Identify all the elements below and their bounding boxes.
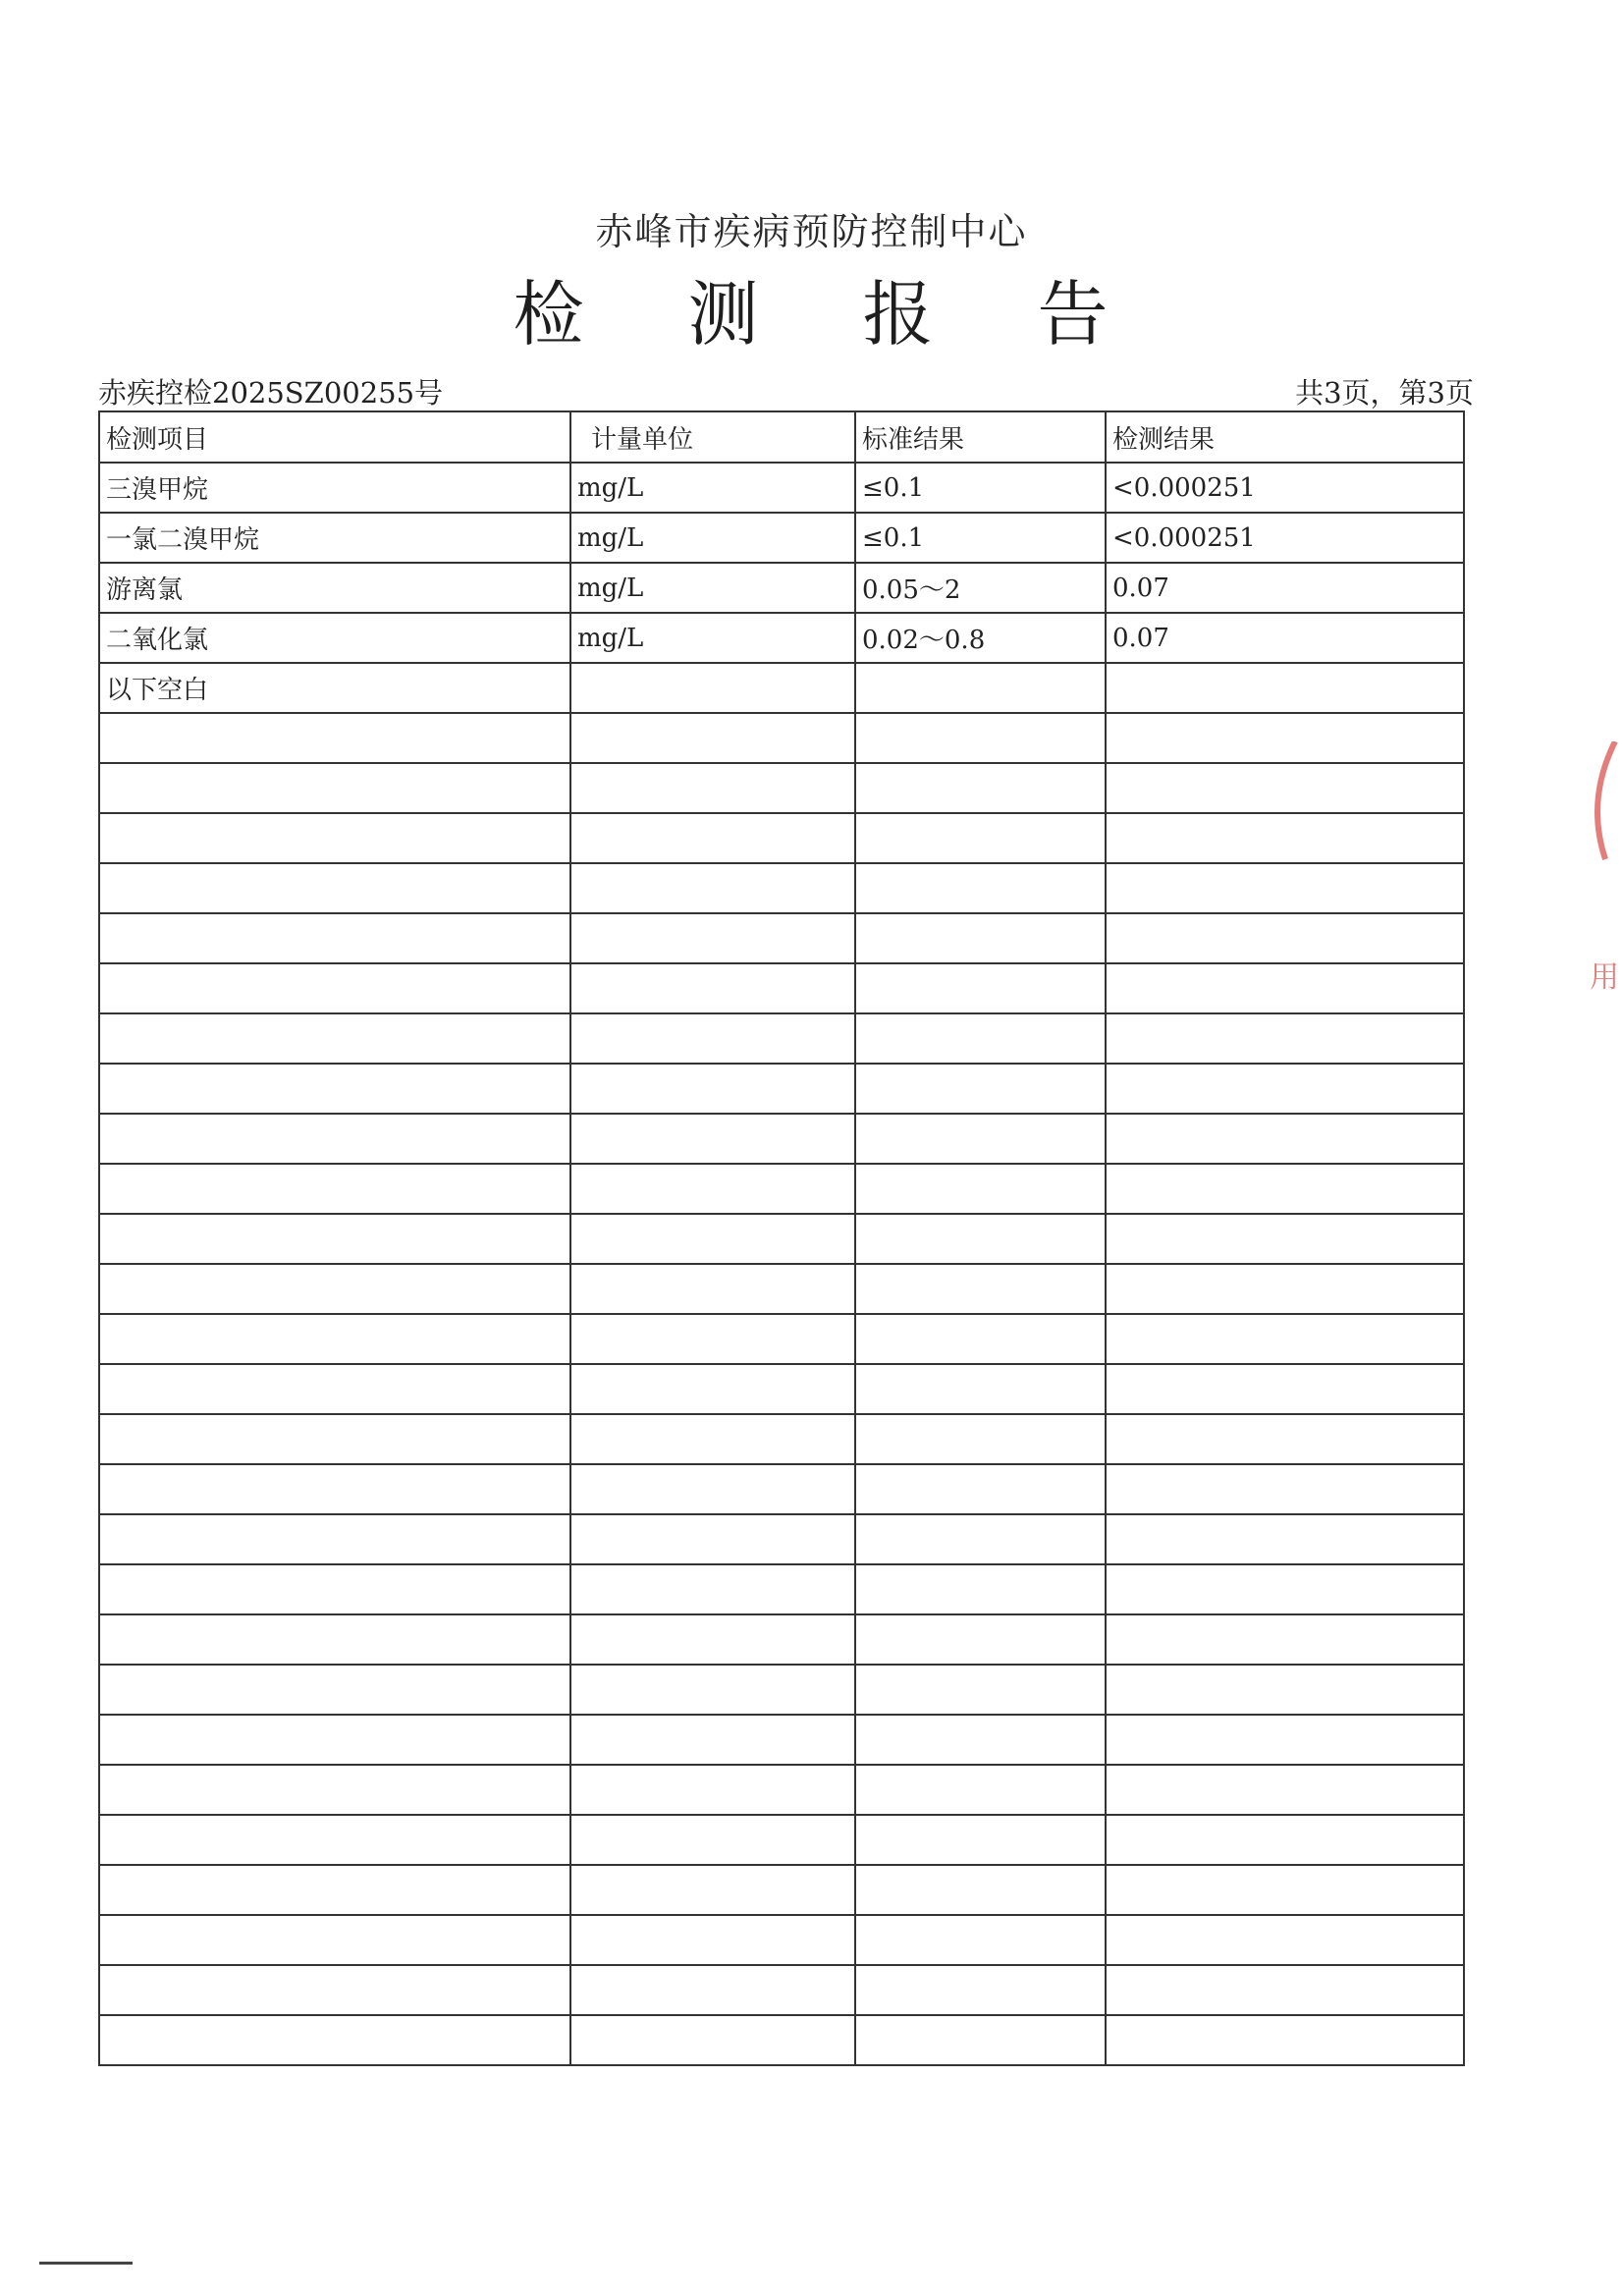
end-note-row (99, 663, 1464, 713)
empty-cell (855, 1665, 1106, 1715)
blank-row (99, 1865, 1464, 1915)
empty-cell (855, 663, 1106, 713)
empty-cell (1106, 1965, 1464, 2015)
cell-standard: ≤0.1 (855, 513, 1106, 563)
empty-cell (99, 1364, 570, 1414)
blank-row (99, 1013, 1464, 1064)
empty-cell (1106, 1865, 1464, 1915)
cell-item: 游离氯 (99, 563, 570, 613)
blank-row (99, 2015, 1464, 2065)
empty-cell (99, 1965, 570, 2015)
blank-row (99, 1214, 1464, 1264)
empty-cell (855, 1564, 1106, 1614)
empty-cell (99, 1765, 570, 1815)
report-number: 赤疾控检2025SZ00255号 (98, 376, 444, 410)
header-result: 检测结果 (1106, 411, 1464, 463)
cell-unit: mg/L (570, 613, 855, 663)
blank-row (99, 1364, 1464, 1414)
cell-item: 二氧化氯 (99, 613, 570, 663)
empty-cell (99, 863, 570, 913)
empty-cell (1106, 663, 1464, 713)
empty-cell (570, 1414, 855, 1464)
stamp-arc (1597, 741, 1615, 859)
blank-row (99, 1614, 1464, 1665)
stamp-char: 用 (1590, 960, 1619, 995)
blank-row (99, 863, 1464, 913)
empty-cell (99, 713, 570, 763)
empty-cell (570, 1114, 855, 1164)
empty-cell (1106, 1414, 1464, 1464)
cell-result: 0.07 (1106, 613, 1464, 663)
empty-cell (570, 1865, 855, 1915)
header-standard: 标准结果 (855, 411, 1106, 463)
empty-cell (570, 1965, 855, 2015)
empty-cell (855, 763, 1106, 813)
table-row (99, 563, 1464, 613)
empty-cell (570, 1264, 855, 1314)
empty-cell (570, 1464, 855, 1514)
empty-cell (855, 1164, 1106, 1214)
empty-cell (99, 1214, 570, 1264)
empty-cell (570, 813, 855, 863)
empty-cell (855, 963, 1106, 1013)
empty-cell (570, 663, 855, 713)
empty-cell (1106, 963, 1464, 1013)
empty-cell (1106, 1214, 1464, 1264)
empty-cell (855, 1765, 1106, 1815)
empty-cell (570, 1164, 855, 1214)
empty-cell (1106, 1314, 1464, 1364)
empty-cell (570, 1715, 855, 1765)
cell-item: 三溴甲烷 (99, 463, 570, 513)
empty-cell (1106, 1013, 1464, 1064)
empty-cell (99, 763, 570, 813)
empty-cell (855, 863, 1106, 913)
blank-row (99, 1514, 1464, 1564)
blank-row (99, 1314, 1464, 1364)
empty-cell (99, 1614, 570, 1665)
empty-cell (99, 1314, 570, 1364)
empty-cell (855, 1114, 1106, 1164)
table-header-row (99, 411, 1464, 463)
empty-cell (1106, 2015, 1464, 2065)
empty-cell (855, 713, 1106, 763)
cell-standard: 0.05～2 (855, 563, 1106, 613)
blank-row (99, 913, 1464, 963)
empty-cell (570, 1564, 855, 1614)
blank-row (99, 763, 1464, 813)
scan-mark (39, 2262, 133, 2265)
empty-cell (855, 1064, 1106, 1114)
cell-unit: mg/L (570, 563, 855, 613)
empty-cell (99, 1915, 570, 1965)
empty-cell (1106, 1765, 1464, 1815)
blank-row (99, 1114, 1464, 1164)
empty-cell (1106, 1665, 1464, 1715)
empty-cell (99, 1114, 570, 1164)
empty-cell (570, 863, 855, 913)
empty-cell (855, 1464, 1106, 1514)
title-char: 检 (513, 273, 586, 355)
blank-row (99, 1264, 1464, 1314)
empty-cell (570, 913, 855, 963)
cell-standard: 0.02～0.8 (855, 613, 1106, 663)
empty-cell (1106, 913, 1464, 963)
empty-cell (99, 2015, 570, 2065)
empty-cell (855, 1715, 1106, 1765)
empty-cell (1106, 1164, 1464, 1214)
empty-cell (1106, 1364, 1464, 1414)
empty-cell (570, 713, 855, 763)
blank-row (99, 1815, 1464, 1865)
empty-cell (570, 1364, 855, 1414)
empty-cell (855, 1264, 1106, 1314)
empty-cell (99, 813, 570, 863)
empty-cell (99, 1564, 570, 1614)
empty-cell (570, 1614, 855, 1665)
empty-cell (1106, 863, 1464, 913)
blank-row (99, 1464, 1464, 1514)
empty-cell (99, 1865, 570, 1915)
empty-cell (99, 1164, 570, 1214)
empty-cell (99, 1264, 570, 1314)
empty-cell (855, 1314, 1106, 1364)
blank-row (99, 713, 1464, 763)
results-table (98, 410, 1465, 2066)
blank-row (99, 1765, 1464, 1815)
empty-cell (855, 1013, 1106, 1064)
empty-cell (570, 1064, 855, 1114)
empty-cell (855, 1965, 1106, 2015)
empty-cell (99, 1815, 570, 1865)
cell-unit: mg/L (570, 463, 855, 513)
blank-row (99, 813, 1464, 863)
blank-row (99, 1965, 1464, 2015)
empty-cell (570, 1013, 855, 1064)
cell-result: <0.000251 (1106, 513, 1464, 563)
empty-cell (855, 1865, 1106, 1915)
empty-cell (1106, 1064, 1464, 1114)
empty-cell (855, 1364, 1106, 1414)
blank-row (99, 1064, 1464, 1114)
table-row (99, 463, 1464, 513)
blank-row (99, 1564, 1464, 1614)
empty-cell (1106, 1915, 1464, 1965)
title-char: 报 (862, 273, 936, 355)
empty-cell (99, 1464, 570, 1514)
blank-row (99, 1915, 1464, 1965)
empty-cell (99, 1514, 570, 1564)
header-item: 检测项目 (99, 411, 570, 463)
empty-cell (1106, 713, 1464, 763)
empty-cell (1106, 1715, 1464, 1765)
header-unit: 计量单位 (570, 411, 855, 463)
empty-cell (570, 2015, 855, 2065)
blank-row (99, 963, 1464, 1013)
table-row (99, 513, 1464, 563)
blank-row (99, 1414, 1464, 1464)
empty-cell (1106, 1464, 1464, 1514)
blank-row (99, 1715, 1464, 1765)
empty-cell (1106, 1114, 1464, 1164)
empty-cell (570, 1514, 855, 1564)
cell-standard: ≤0.1 (855, 463, 1106, 513)
empty-cell (99, 1665, 570, 1715)
empty-cell (99, 1013, 570, 1064)
title-char: 告 (1037, 273, 1110, 355)
empty-cell (1106, 763, 1464, 813)
empty-cell (570, 1765, 855, 1815)
empty-cell (99, 1064, 570, 1114)
empty-cell (855, 1915, 1106, 1965)
cell-result: 0.07 (1106, 563, 1464, 613)
cell-unit: mg/L (570, 513, 855, 563)
empty-cell (855, 1414, 1106, 1464)
empty-cell (855, 1614, 1106, 1665)
page-info: 共3页，第3页 (1295, 376, 1474, 410)
empty-cell (99, 1414, 570, 1464)
end-note: 以下空白 (99, 663, 570, 713)
empty-cell (99, 1715, 570, 1765)
empty-cell (855, 1214, 1106, 1264)
empty-cell (855, 1815, 1106, 1865)
cell-result: <0.000251 (1106, 463, 1464, 513)
empty-cell (1106, 1264, 1464, 1314)
empty-cell (570, 1665, 855, 1715)
empty-cell (1106, 1514, 1464, 1564)
empty-cell (99, 963, 570, 1013)
report-title (0, 257, 1623, 359)
empty-cell (1106, 1564, 1464, 1614)
empty-cell (1106, 813, 1464, 863)
empty-cell (570, 963, 855, 1013)
empty-cell (855, 913, 1106, 963)
empty-cell (855, 1514, 1106, 1564)
organization-name: 赤峰市疾病预防控制中心 (595, 210, 1028, 253)
empty-cell (570, 1815, 855, 1865)
empty-cell (570, 1314, 855, 1364)
table-row (99, 613, 1464, 663)
seal-stamp-fragment (1576, 741, 1623, 1066)
blank-row (99, 1665, 1464, 1715)
empty-cell (99, 913, 570, 963)
empty-cell (1106, 1614, 1464, 1665)
empty-cell (855, 813, 1106, 863)
empty-cell (570, 1915, 855, 1965)
empty-cell (570, 763, 855, 813)
blank-row (99, 1164, 1464, 1214)
empty-cell (1106, 1815, 1464, 1865)
title-char: 测 (687, 273, 761, 355)
empty-cell (570, 1214, 855, 1264)
cell-item: 一氯二溴甲烷 (99, 513, 570, 563)
empty-cell (855, 2015, 1106, 2065)
